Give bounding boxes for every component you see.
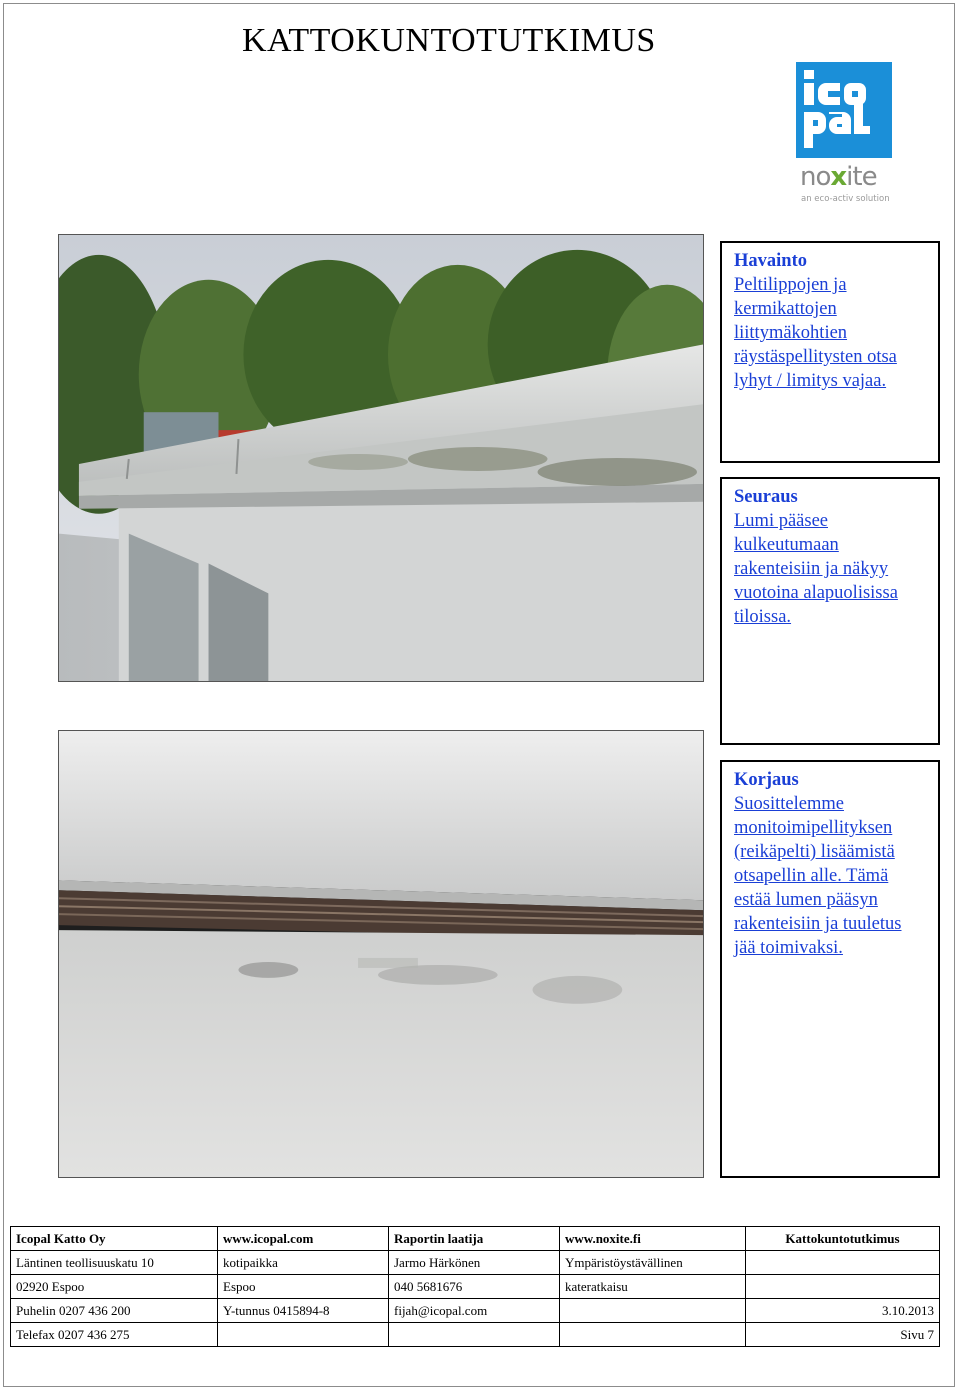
observation-box	[720, 241, 940, 463]
footer-postal: 02920 Espoo	[11, 1275, 218, 1299]
footer-row	[11, 1299, 940, 1323]
footer-eco-label-2: kateratkaisu	[560, 1275, 746, 1299]
footer-author-phone: 040 5681676	[389, 1275, 560, 1299]
footer-row	[11, 1227, 940, 1251]
noxite-left: no	[800, 162, 831, 192]
footer-row	[11, 1323, 940, 1347]
icopal-logo-box	[796, 62, 892, 158]
footer-author-name: Jarmo Härkönen	[389, 1251, 560, 1275]
footer-empty-cell	[746, 1251, 940, 1275]
coping-closeup-photo	[58, 730, 704, 1178]
footer-author-label: Raportin laatija	[389, 1227, 560, 1251]
footer-table	[10, 1226, 940, 1347]
footer-row	[11, 1275, 940, 1299]
footer-empty-cell	[560, 1323, 746, 1347]
noxite-tagline: an eco-activ solution	[801, 194, 890, 204]
observation-heading: Havainto	[734, 251, 807, 271]
consequence-text: Lumi pääsee kulkeutumaan rakenteisiin ja näkyy vuotoina alapuolisissa tiloissa.	[734, 511, 898, 627]
footer-author-email[interactable]: fijah@icopal.com	[389, 1299, 560, 1323]
footer-page-number: Sivu 7	[746, 1323, 940, 1347]
footer-domicile-label: kotipaikka	[218, 1251, 389, 1275]
footer-website-link[interactable]: www.icopal.com	[218, 1227, 389, 1251]
footer-date: 3.10.2013	[746, 1299, 940, 1323]
repair-text: Suosittelemme monitoimipellityksen (reikäpelti) lisäämistä otsapellin alle. Tämä estää lumen pääsyn rakenteisiin ja tuuletus jää toimivaksi.	[734, 794, 902, 958]
footer-empty-cell	[560, 1299, 746, 1323]
document-title: KATTOKUNTOTUTKIMUS	[242, 22, 656, 59]
icopal-logo-mark	[796, 62, 892, 158]
consequence-box	[720, 477, 940, 745]
footer-eco-label: Ympäristöystävällinen	[560, 1251, 746, 1275]
consequence-heading: Seuraus	[734, 487, 798, 507]
footer-domicile: Espoo	[218, 1275, 389, 1299]
noxite-right: ite	[846, 162, 877, 192]
roof-edge-photo-image	[59, 235, 703, 681]
coping-closeup-photo-image	[59, 731, 703, 1177]
icopal-logo	[796, 62, 896, 212]
observation-text: Peltilippojen ja kermikattojen liittymäkohtien räystäspellitysten otsa lyhyt / limitys vajaa.	[734, 275, 897, 391]
footer-noxite-link[interactable]: www.noxite.fi	[560, 1227, 746, 1251]
roof-edge-photo	[58, 234, 704, 682]
footer-report-name: Kattokuntotutkimus	[746, 1227, 940, 1251]
footer-phone: Puhelin 0207 436 200	[11, 1299, 218, 1323]
noxite-logo	[800, 162, 877, 192]
repair-heading: Korjaus	[734, 770, 799, 790]
footer-fax: Telefax 0207 436 275	[11, 1323, 218, 1347]
footer-row	[11, 1251, 940, 1275]
footer-business-id: Y-tunnus 0415894-8	[218, 1299, 389, 1323]
repair-box	[720, 760, 940, 1178]
noxite-x: x	[830, 162, 847, 192]
footer-empty-cell	[746, 1275, 940, 1299]
footer-street: Läntinen teollisuuskatu 10	[11, 1251, 218, 1275]
footer-company: Icopal Katto Oy	[11, 1227, 218, 1251]
footer-empty-cell	[389, 1323, 560, 1347]
footer-empty-cell	[218, 1323, 389, 1347]
